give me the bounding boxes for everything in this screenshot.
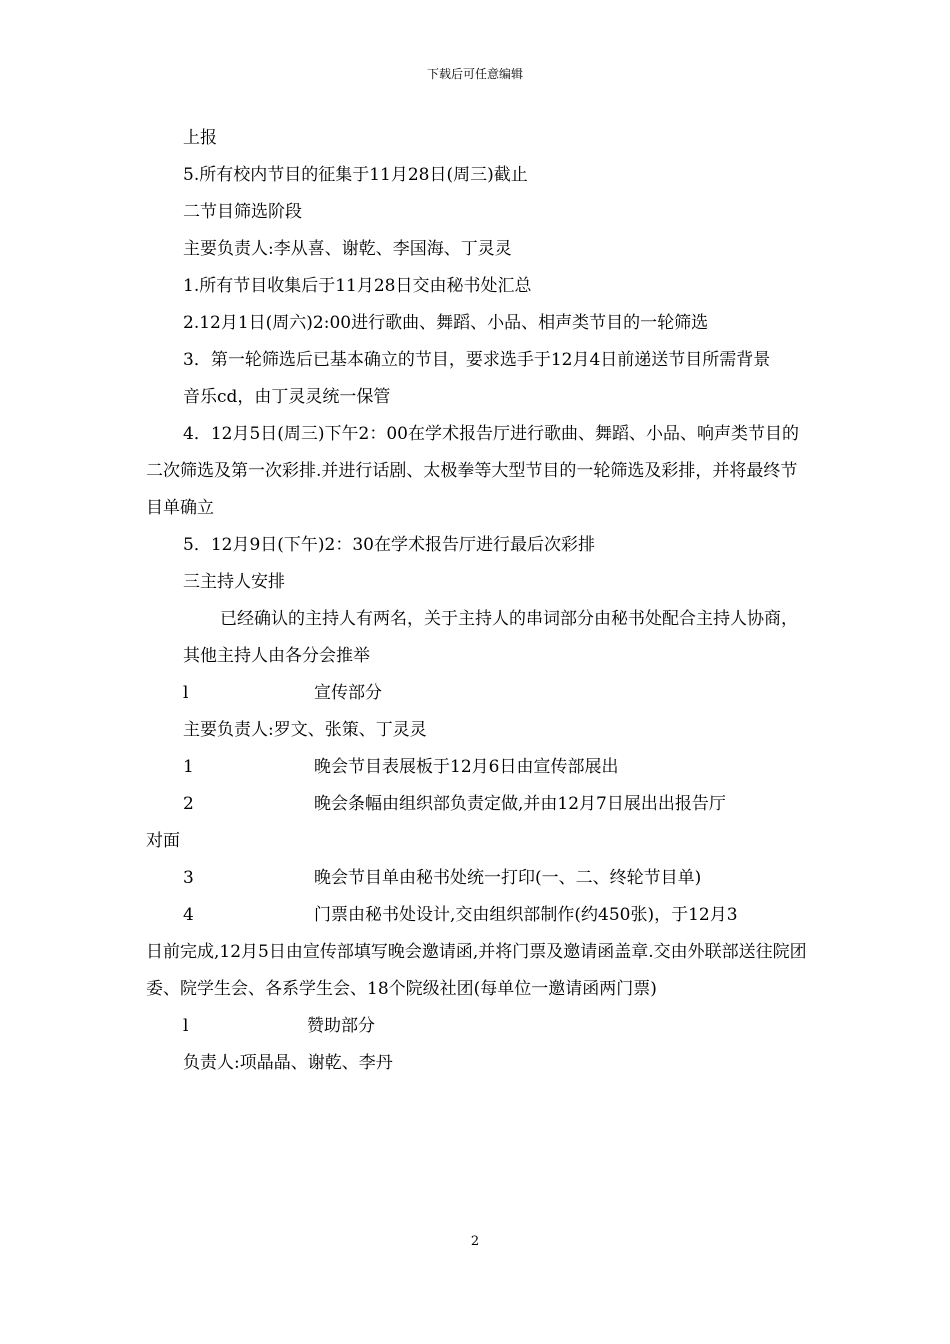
list-number: l — [183, 683, 189, 703]
page-header: 下载后可任意编辑 — [426, 67, 523, 81]
list-number: 3 — [183, 868, 194, 888]
paragraph-line: 5．12月9日(下午)2：30在学术报告厅进行最后次彩排 — [183, 535, 595, 555]
section-heading: 三主持人安排 — [183, 572, 285, 592]
page-number: 2 — [470, 1234, 480, 1249]
section-heading: 二节目筛选阶段 — [183, 202, 302, 222]
list-number: 1 — [183, 757, 194, 777]
paragraph-line: 其他主持人由各分会推举 — [183, 646, 370, 666]
list-item — [146, 860, 811, 897]
list-item — [146, 786, 811, 823]
list-text: 宣传部分 — [314, 683, 382, 703]
paragraph-line: 1.所有节目收集后于11月28日交由秘书处汇总 — [183, 276, 532, 296]
list-number: l — [183, 1016, 189, 1036]
paragraph-wrapped: 3．第一轮筛选后已基本确立的节目，要求选手于12月4日前递送节目所需背景 — [183, 350, 771, 370]
document-body — [146, 120, 811, 1082]
list-text: 晚会条幅由组织部负责定做,并由12月7日展出出报告厅 — [314, 794, 726, 814]
paragraph-line: 主要负责人:罗文、张策、丁灵灵 — [183, 720, 427, 740]
paragraph-line: 主要负责人:李从喜、谢乾、李国海、丁灵灵 — [183, 239, 512, 259]
paragraph-line: 对面 — [146, 831, 180, 851]
paragraph-line: 音乐cd，由丁灵灵统一保管 — [183, 387, 391, 407]
list-number: 2 — [183, 794, 194, 814]
list-text: 晚会节目表展板于12月6日由宣传部展出 — [314, 757, 619, 777]
paragraph-line: 上报 — [183, 128, 217, 148]
paragraph-wrapped: 4．12月5日(周三)下午2：00在学术报告厅进行歌曲、舞蹈、小品、响声类节目的二次筛选及第一次彩排.并进行话剧、太极拳等大型节目的一轮筛选及彩排，并将最终节目单确立 — [146, 424, 799, 518]
paragraph-wrapped: 日前完成,12月5日由宣传部填写晚会邀请函,并将门票及邀请函盖章.交由外联部送往院团委、院学生会、各系学生会、18个院级社团(每单位一邀请函两门票) — [146, 942, 807, 999]
paragraph-line: 5.所有校内节目的征集于11月28日(周三)截止 — [183, 165, 528, 185]
list-text: 晚会节目单由秘书处统一打印(一、二、终轮节目单) — [314, 868, 702, 888]
list-item — [146, 675, 811, 712]
paragraph-line: 负责人:项晶晶、谢乾、李丹 — [183, 1053, 393, 1073]
list-text: 门票由秘书处设计,交由组织部制作(约450张)，于12月3 — [314, 905, 738, 925]
paragraph-line: 2.12月1日(周六)2:00进行歌曲、舞蹈、小品、相声类节目的一轮筛选 — [183, 313, 709, 333]
list-item — [146, 1008, 811, 1045]
paragraph-wrapped: 已经确认的主持人有两名，关于主持人的串词部分由秘书处配合主持人协商， — [220, 609, 798, 629]
list-item — [146, 749, 811, 786]
list-item — [146, 897, 811, 934]
list-number: 4 — [183, 905, 194, 925]
list-text: 赞助部分 — [307, 1016, 375, 1036]
